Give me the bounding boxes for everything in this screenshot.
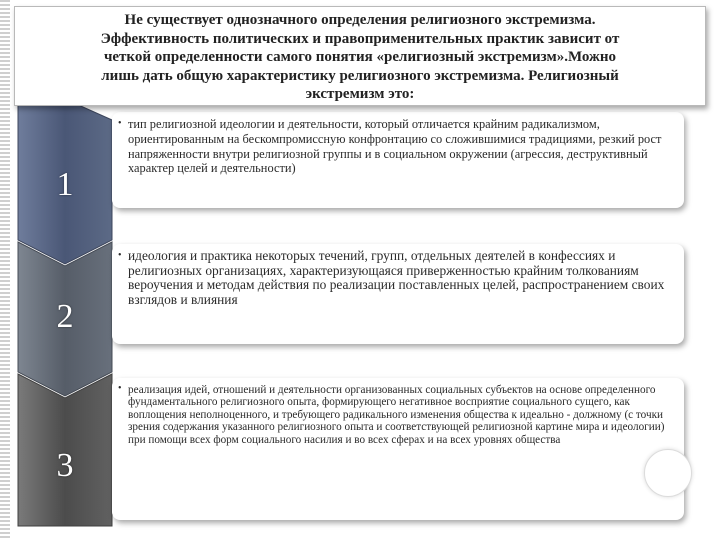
bullet-icon: • [118, 118, 122, 129]
definition-text-3: реализация идей, отношений и деятельности организованных социальных субъектов на основе определенного фундаментального религиозного опыта, формирующего негативное восприятие социального сущего, как воплощения неполноценного, и требующего радикального изменения общества к идеально - должному (с точки зрения содержания указанного религиозного опыта и соответствующей религиозной картине мира и идеологии) при помощи всех форм социального насилия и во всех сферах и на всех уровнях общества [128, 384, 665, 446]
step-number-3: 3 [56, 447, 74, 484]
definition-text-1: тип религиозной идеологии и деятельности, который отличается крайним радикализмом, ориентированным на бескомпромиссную конфронтацию со сложившимися традициями, резкий рост напряженности внутри религиозной группы и в социальном окружении (агрессия, деструктивный характер целей и деятельности) [128, 117, 662, 176]
step-number-2: 2 [56, 298, 74, 335]
title-box [14, 6, 706, 106]
definition-card-2 [112, 244, 684, 344]
decorative-circle [644, 449, 692, 497]
title-line: экстремизм это: [305, 86, 415, 103]
definition-text-2: идеология и практика некоторых течений, групп, отдельных деятелей в конфессиях и религиозных организациях, характеризующаяся приверженностью крайним толкованиям вероучения и методам действия по реализации поставленных целей, распространением своих взглядов и влияния [128, 248, 665, 307]
definition-card-3 [112, 378, 684, 520]
step-number-1: 1 [56, 166, 74, 203]
bullet-icon: • [118, 383, 122, 394]
title-line: четкой определенности самого понятия «религиозный экстремизм».Можно [103, 49, 617, 66]
title-line: Не существует однозначного определения религиозного экстремизма. [124, 12, 596, 28]
title-line: Эффективность политических и правоприменительных практик зависит от [100, 30, 620, 47]
definition-card-1 [112, 112, 684, 208]
title-line: лишь дать общую характеристику религиозного экстремизма. Религиозный [101, 67, 619, 84]
bullet-icon: • [118, 250, 122, 261]
